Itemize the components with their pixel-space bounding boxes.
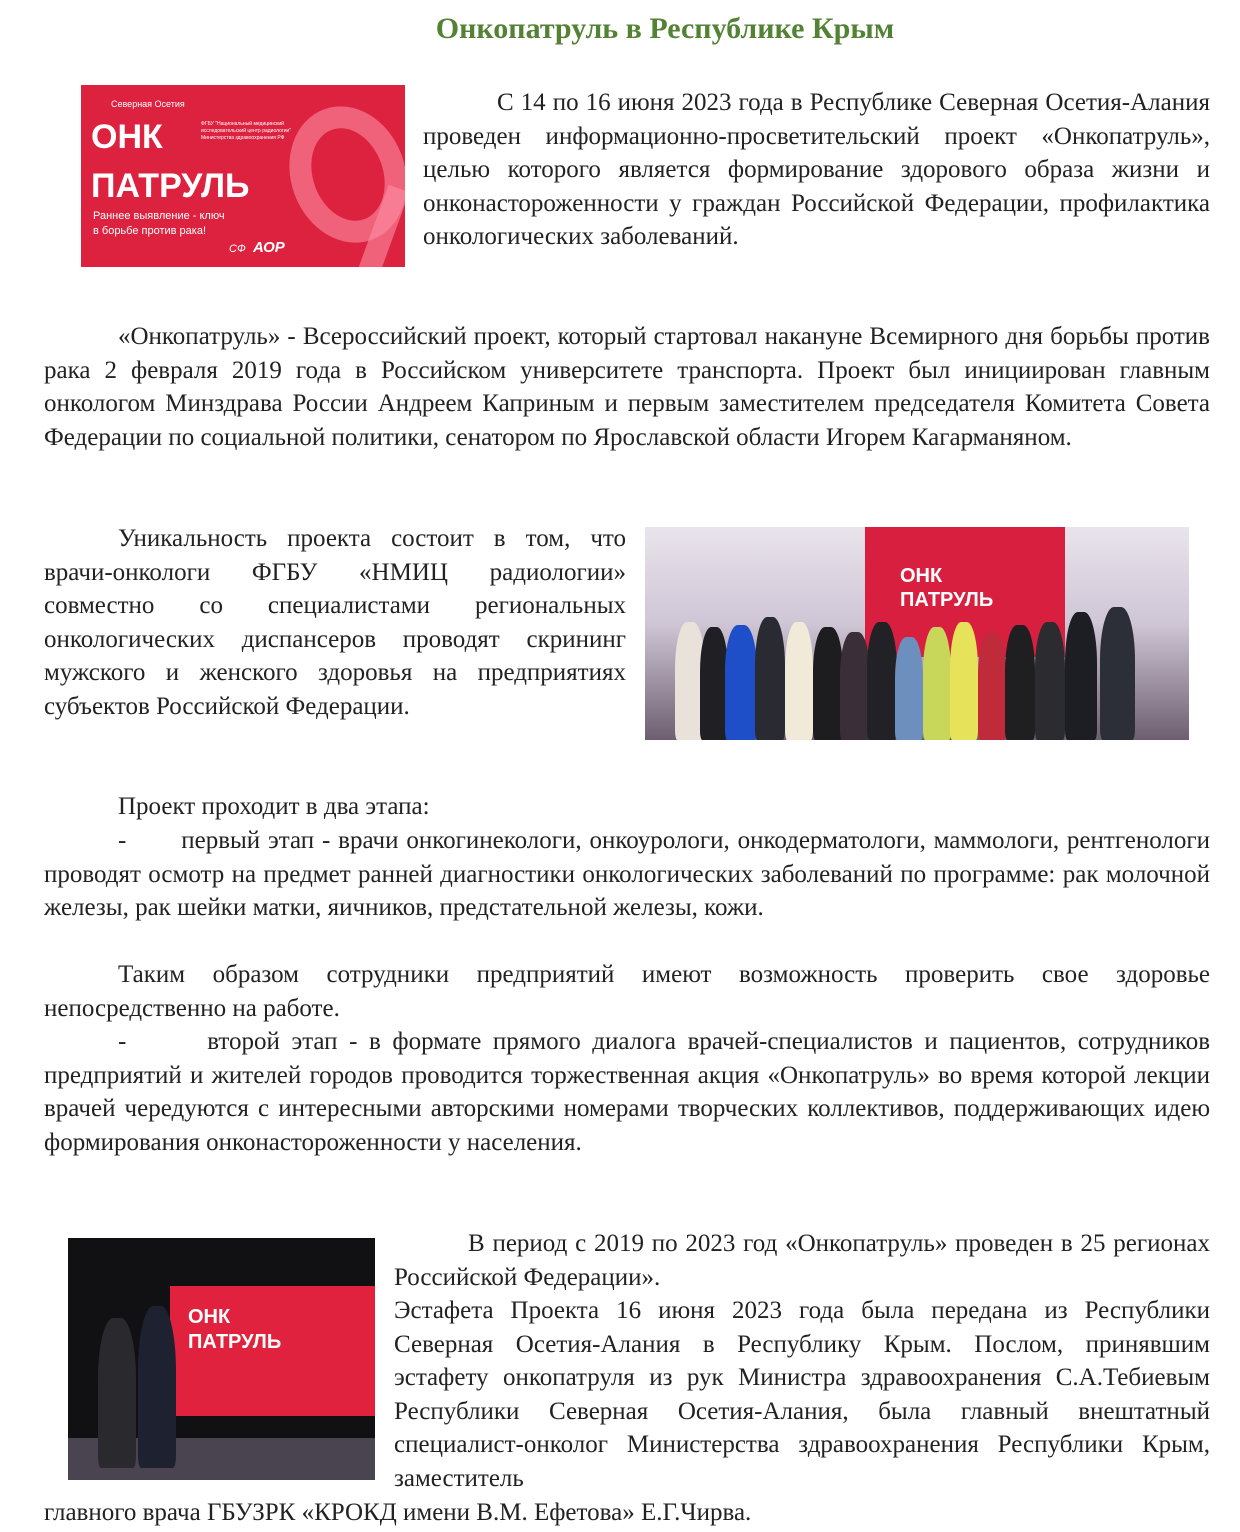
- banner-logo-sf: СФ: [229, 243, 246, 255]
- banner-region: Северная Осетия: [111, 99, 185, 109]
- history-paragraph: «Онкопатруль» - Всероссийский проект, который стартовал накануне Всемирного дня борьбы против рака 2 февраля 2019 года в Российском университете транспорта. Проект был инициирован главным онкологом Минздрава России Андреем Каприным и первым заместителем председателя Комитета Совета Федерации по социальной политики, сенатором по Ярославской области Игорем Кагарманяном.: [44, 323, 1210, 451]
- uniqueness-paragraph: Уникальность проекта состоит в том, что врачи-онкологи ФГБУ «НМИЦ радиологии» совместно со специалистами региональных онкологических диспансеров проводят скрининг мужского и женского здоровья на предприятиях субъектов Российской Федерации.: [44, 525, 626, 720]
- banner-fgbu: ФГБУ "Национальный медицинский исследовательский центр радиологии" Министерства здравоохранения РФ: [201, 121, 292, 141]
- stage-photo: [68, 1238, 375, 1480]
- relay-paragraph: Эстафета Проекта 16 июня 2023 года была передана из Республики Северная Осетия-Алания в Республику Крым. Послом, принявшим эстафету онкопатруля из рук Министра здравоохранения С.А.Тебиевым Республики Северная Осетия-Алания, была главный внештатный специалист-онколог Министерства здравоохранения Республики Крым, заместитель: [394, 1297, 1210, 1492]
- stage-2: - второй этап - в формате прямого диалога врачей-специалистов и пациентов, сотрудников предприятий и жителей городов проводится торжественная акция «Онкопатруль» во время которой лекции врачей чередуются с интересными авторскими номерами творческих коллективов, поддерживающих идею формирования онконастороженности у населения.: [44, 1028, 1210, 1156]
- group-photo-screen: ОНК ПАТРУЛЬ: [865, 527, 1065, 657]
- onkopatrol-banner-image: [81, 85, 405, 267]
- page-title: Онкопатруль в Республике Крым: [435, 12, 895, 45]
- regions-sentence: В период с 2019 по 2023 год «Онкопатруль» проведен в 25 регионах Российской Федерации».: [394, 1230, 1210, 1291]
- stage-1: - первый этап - врачи онкогинекологи, онкоурологи, онкодерматологи, маммологи, рентгенологи проводят осмотр на предмет ранней диагностики онкологических заболеваний по программе: рак молочной железы, рак шейки матки, яичников, предстательной железы, кожи.: [44, 827, 1210, 921]
- banner-slogan-2: в борьбе против рака!: [93, 225, 207, 237]
- group-photo: [645, 527, 1189, 740]
- stage-photo-screen: ОНК ПАТРУЛЬ: [170, 1286, 375, 1416]
- banner-onko: ОНК: [91, 118, 163, 156]
- banner-patrol: ПАТРУЛЬ: [91, 167, 250, 205]
- final-paragraph: [394, 1227, 1210, 1495]
- banner-logo-aor: АОР: [253, 239, 285, 256]
- relay-paragraph-end: главного врача ГБУЗРК «КРОКД имени В.М. Ефетова» Е.Г.Чирва.: [44, 1499, 752, 1526]
- banner-slogan-1: Раннее выявление - ключ: [93, 210, 225, 222]
- intro-paragraph: С 14 по 16 июня 2023 года в Республике Северная Осетия-Алания проведен информационно-просветительский проект «Онкопатруль», целью которого является формирование здорового образа жизни и онконастороженности у граждан Российской Федерации, профилактика онкологических заболеваний.: [423, 89, 1210, 250]
- stages-intro: Проект проходит в два этапа:: [118, 793, 430, 820]
- stage-1-note: Таким образом сотрудники предприятий имеют возможность проверить свое здоровье непосредственно на работе.: [44, 961, 1210, 1022]
